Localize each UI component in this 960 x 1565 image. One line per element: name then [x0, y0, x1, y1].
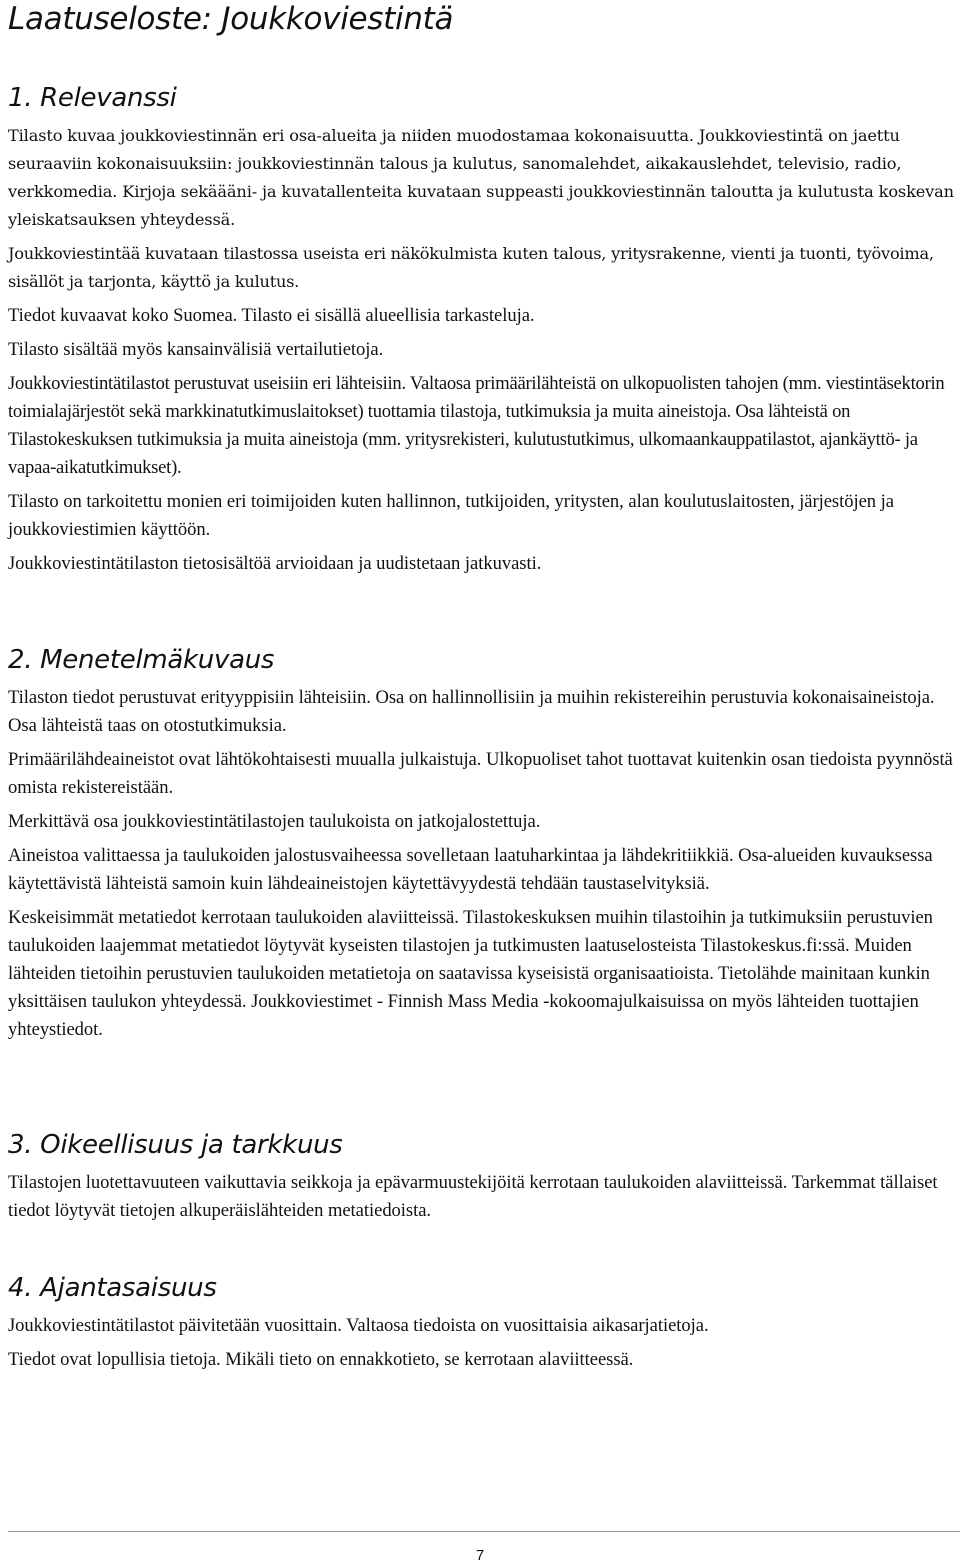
section-heading: 1. Relevanssi — [8, 83, 177, 113]
paragraph: Tiedot kuvaavat koko Suomea. Tilasto ei sisällä alueellisia tarkasteluja. — [8, 305, 535, 326]
footer-divider — [8, 1531, 960, 1532]
paragraph: Joukkoviestintätilastot päivitetään vuosittain. Valtaosa tiedoista on vuosittaisia aikasarjatietoja. — [8, 1315, 709, 1336]
paragraph: Aineistoa valittaessa ja taulukoiden jalostusvaiheessa sovelletaan laatuharkintaa ja lähdekritiikkiä. Osa-alueiden kuvauksessa käytettävistä lähteistä samoin kuin lähdeaineistojen käytettävyydestä tehdään taustaselvityksiä. — [8, 845, 933, 894]
paragraph: Tiedot ovat lopullisia tietoja. Mikäli tieto on ennakkotieto, se kerrotaan alaviitteessä. — [8, 1349, 634, 1370]
paragraph: Tilasto sisältää myös kansainvälisiä vertailutietoja. — [8, 339, 384, 360]
paragraph: Joukkoviestintää kuvataan tilastossa useista eri näkökulmista kuten talous, yritysrakenne, vienti ja tuonti, työvoima, sisällöt ja tarjonta, käyttö ja kulutus. — [8, 244, 934, 291]
section-heading: 2. Menetelmäkuvaus — [8, 645, 275, 675]
section-heading: 4. Ajantasaisuus — [8, 1273, 217, 1303]
paragraph: Primäärilähdeaineistot ovat lähtökohtaisesti muualla julkaistuja. Ulkopuoliset tahot tuottavat kuitenkin osan tiedoista pyynnöstä omista rekistereistään. — [8, 749, 953, 798]
paragraph: Tilastojen luotettavuuteen vaikuttavia seikkoja ja epävarmuustekijöitä kerrotaan taulukoiden alaviitteissä. Tarkemmat tällaiset tiedot löytyvät tietojen alkuperäislähteiden metatiedoista. — [8, 1172, 938, 1221]
paragraph: Tilasto on tarkoitettu monien eri toimijoiden kuten hallinnon, tutkijoiden, yritysten, alan koulutuslaitosten, järjestöjen ja joukkoviestimien käyttöön. — [8, 491, 894, 540]
document-title: Laatuseloste: Joukkoviestintä — [8, 1, 454, 37]
paragraph: Joukkoviestintätilaston tietosisältöä arvioidaan ja uudistetaan jatkuvasti. — [8, 553, 542, 574]
paragraph: Keskeisimmät metatiedot kerrotaan taulukoiden alaviitteissä. Tilastokeskuksen muihin tilastoihin ja tutkimuksiin perustuvien taulukoiden laajemmat metatiedot löytyvät kyseisten tilastojen ja tutkimusten laatuselosteista Tilastokeskus.fi:ssä. Muiden lähteiden tietoihin perustuvien taulukoiden metatietoja on saatavissa kyseisistä organisaatioista. Tietolähde mainitaan kunkin yksittäisen taulukon yhteydessä. Joukkoviestimet - Finnish Mass Media -kokoomajulkaisuissa on myös lähteiden tuottajien yhteystiedot. — [8, 907, 933, 1040]
section-relevanssi — [8, 82, 958, 578]
section-menetelmakuvaus — [8, 644, 958, 1044]
paragraph: Merkittävä osa joukkoviestintätilastojen taulukoista on jatkojalostettuja. — [8, 811, 541, 832]
paragraph: Tilasto kuvaa joukkoviestinnän eri osa-alueita ja niiden muodostamaa kokonaisuutta. Joukkoviestintä on jaettu seuraaviin kokonaisuuksiin: joukkoviestinnän talous ja kulutus, sanomalehdet, aikakauslehdet, televisio, radio, verkkomedia. Kirjoja sekäääni- ja kuvatallenteita kuvataan suppeasti joukkoviestinnän taloutta ja kulutusta koskevan yleiskatsauksen yhteydessä. — [8, 126, 954, 229]
section-oikeellisuus — [8, 1129, 958, 1225]
section-ajantasaisuus — [8, 1272, 958, 1374]
paragraph: Tilaston tiedot perustuvat erityyppisiin lähteisiin. Osa on hallinnollisiin ja muihin rekistereihin perustuvia kokonaisaineistoja. Osa lähteistä taas on otostutkimuksia. — [8, 687, 935, 736]
section-heading: 3. Oikeellisuus ja tarkkuus — [8, 1130, 343, 1160]
paragraph: Joukkoviestintätilastot perustuvat useisiin eri lähteisiin. Valtaosa primäärilähteistä on ulkopuolisten tahojen (mm. viestintäsektorin toimialajärjestöt sekä markkinatutkimuslaitokset) tuottamia tilastoja, tutkimuksia ja muita aineistoja. Osa lähteistä on Tilastokeskuksen tutkimuksia ja muita aineistoja (mm. yritysrekisteri, kulutustutkimus, ulkomaankauppatilastot, ajankäyttö- ja vapaa-aikatutkimukset). — [8, 373, 945, 478]
page-number: 7 — [475, 1547, 485, 1564]
